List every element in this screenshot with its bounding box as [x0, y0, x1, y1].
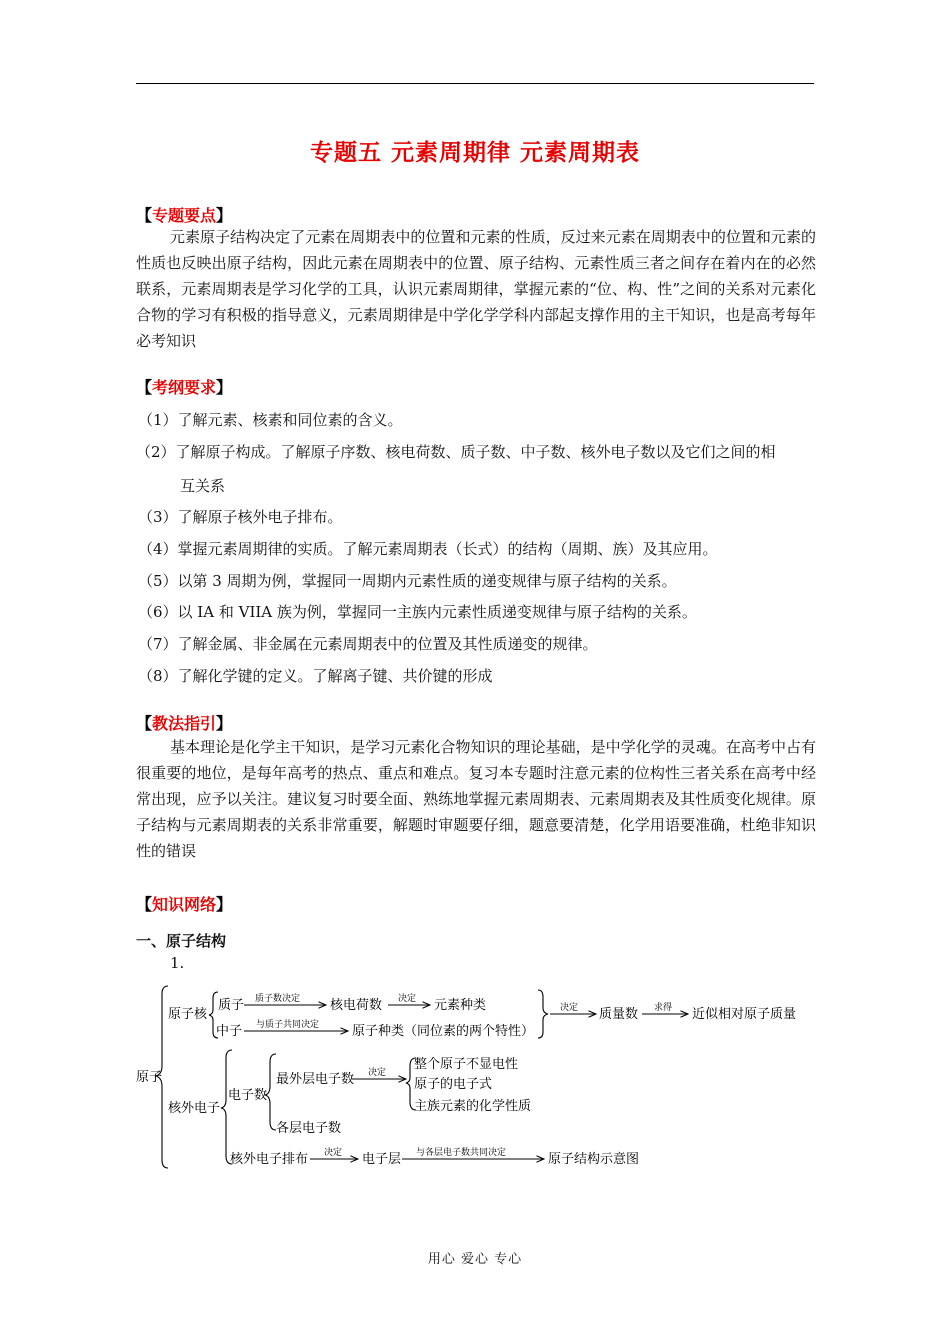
top-rule	[136, 83, 814, 84]
syllabus-item-continuation: 互关系	[180, 477, 226, 495]
label-nuclide-type: 原子种类（同位素的两个特性）	[352, 1024, 535, 1039]
bracket-close: 】	[216, 378, 233, 397]
heading-text: 考纲要求	[152, 378, 217, 397]
brace-right	[538, 990, 548, 1038]
syllabus-item: （5）以第 3 周期为例，掌握同一周期内元素性质的递变规律与原子结构的关系。	[138, 572, 677, 590]
sub-heading-atomic-structure: 一、原子结构	[136, 932, 227, 950]
bracket-close: 】	[216, 895, 233, 914]
bracket-close: 】	[216, 206, 233, 225]
label-with-proton-decides: 与质子共同决定	[256, 1020, 320, 1030]
label-electron-formula: 原子的电子式	[414, 1077, 493, 1092]
label-decides-1: 决定	[398, 994, 417, 1004]
syllabus-item: （6）以 IA 和 VIIA 族为例，掌握同一主族内元素性质递变规律与原子结构的关系。	[138, 603, 697, 621]
label-outermost: 最外层电子数	[276, 1072, 355, 1087]
syllabus-item: （4）掌握元素周期律的实质。了解元素周期表（长式）的结构（周期、族）及其应用。	[138, 540, 718, 558]
heading-text: 教法指引	[152, 714, 217, 733]
bracket-open: 【	[136, 378, 153, 397]
syllabus-item: （3）了解原子核外电子排布。	[138, 508, 343, 526]
bracket-open: 【	[136, 714, 153, 733]
label-mass-number: 质量数	[599, 1007, 639, 1022]
label-atom: 原子	[136, 1070, 163, 1085]
bracket-close: 】	[216, 714, 233, 733]
label-with-layer-decides: 与各层电子数共同决定	[416, 1148, 507, 1158]
syllabus-item: （2）了解原子构成。了解原子序数、核电荷数、质子数、中子数、核外电子数以及它们之间的相	[136, 443, 776, 461]
key-points-paragraph: 元素原子结构决定了元素在周期表中的位置和元素的性质，反过来元素在周期表中的位置和元素的性质也反映出原子结构，因此元素在周期表中的位置、原子结构、元素性质三者之间存在着内在的必然联系，元素周期表是学习化学的工具，认识元素周期律，掌握元素的“位、构、性”之间的关系对元素化合物的学习有积极的指导意义，元素周期律是中学化学学科内部起支撑作用的主干知识，也是高考每年必考知识	[136, 228, 816, 350]
section-heading-syllabus	[136, 375, 232, 398]
label-nucleus: 原子核	[168, 1007, 208, 1022]
label-outer-electrons: 核外电子	[168, 1101, 221, 1116]
label-proton-decides: 质子数决定	[255, 994, 301, 1004]
page-footer: 用心 爱心 专心	[427, 1252, 523, 1267]
section-heading-network	[136, 892, 232, 915]
heading-text: 知识网络	[152, 895, 217, 914]
label-neutron: 中子	[216, 1024, 243, 1039]
label-electron-shell: 电子层	[362, 1152, 402, 1167]
label-arrangement: 核外电子排布	[230, 1152, 309, 1167]
section-heading-key-points	[136, 203, 232, 226]
label-derive: 求得	[654, 1003, 673, 1013]
label-electron-count: 电子数	[228, 1088, 268, 1103]
syllabus-item: （7）了解金属、非金属在元素周期表中的位置及其性质递变的规律。	[138, 635, 598, 653]
label-approx-mass: 近似相对原子质量	[692, 1007, 797, 1022]
bracket-open: 【	[136, 895, 153, 914]
label-proton: 质子	[218, 998, 245, 1013]
label-layer-electrons: 各层电子数	[276, 1121, 342, 1136]
label-not-charged: 整个原子不显电性	[414, 1057, 519, 1072]
heading-text: 专题要点	[152, 206, 217, 225]
brace-outer-electrons	[221, 1050, 232, 1164]
item-number: 1.	[170, 954, 185, 972]
atomic-structure-diagram	[130, 980, 820, 1176]
bracket-open: 【	[136, 206, 153, 225]
label-decides-4: 决定	[324, 1148, 343, 1158]
label-decides-2: 决定	[560, 1003, 579, 1013]
label-element-type: 元素种类	[434, 998, 487, 1013]
section-heading-teaching	[136, 711, 232, 734]
label-decides-3: 决定	[368, 1068, 387, 1078]
teaching-paragraph: 基本理论是化学主干知识，是学习元素化合物知识的理论基础，是中学化学的灵魂。在高考中占有很重要的地位，是每年高考的热点、重点和难点。复习本专题时注意元素的位构性三者关系在高考中经常出现，应予以关注。建议复习时要全面、熟练地掌握元素周期表、元素周期表及其性质变化规律。原子结构与元素周期表的关系非常重要，解题时审题要仔细，题意要清楚，化学用语要准确，杜绝非知识性的错误	[136, 738, 816, 860]
page-title: 专题五 元素周期律 元素周期表	[309, 140, 640, 166]
label-main-group-props: 主族元素的化学性质	[414, 1099, 532, 1114]
label-nuclear-charge: 核电荷数	[330, 998, 383, 1013]
syllabus-item: （1）了解元素、核素和同位素的含义。	[138, 411, 403, 429]
syllabus-item: （8）了解化学键的定义。了解离子键、共价键的形成	[138, 667, 493, 685]
label-structure-diagram: 原子结构示意图	[548, 1152, 640, 1167]
